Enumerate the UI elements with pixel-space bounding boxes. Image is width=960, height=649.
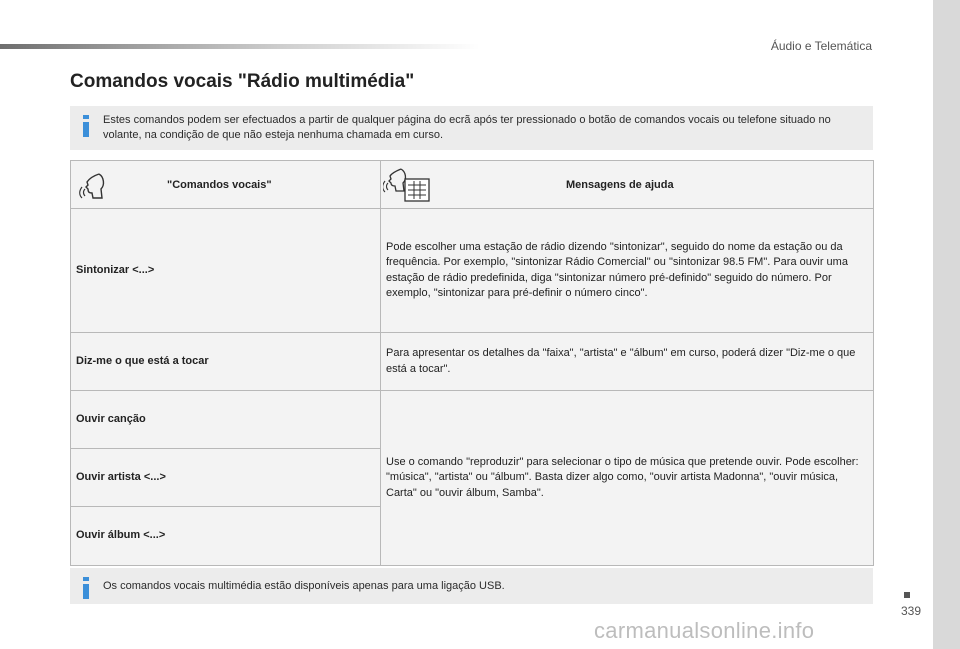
table-shared-help: Use o comando "reproduzir" para selecionar o tipo de música que pretende ouvir. Pode escolher: "música", "artista" ou "álbum". Basta dizer algo como, "ouvir artista Madonna", "ouvir música, Carta" ou "ouvir álbum, Samba". bbox=[386, 455, 859, 499]
table-row-command: Diz-me o que está a tocar bbox=[71, 333, 381, 391]
voice-commands-table bbox=[70, 160, 874, 566]
table-row-command: Ouvir álbum <...> bbox=[71, 507, 381, 565]
table-header-help-label: Mensagens de ajuda bbox=[566, 179, 674, 191]
info-icon bbox=[82, 115, 90, 137]
info-box-top bbox=[70, 106, 873, 150]
table-row-help: Para apresentar os detalhes da "faixa", "artista" e "álbum" em curso, poderá dizer "Diz-me o que está a tocar". bbox=[381, 333, 873, 391]
watermark: carmanualsonline.info bbox=[594, 618, 815, 643]
voice-help-icon bbox=[383, 167, 431, 203]
table-header-help bbox=[381, 161, 873, 209]
table-row-command: Ouvir canção bbox=[71, 391, 381, 449]
table-row-command: Sintonizar <...> bbox=[71, 209, 381, 333]
info-text-top: Estes comandos podem ser efectuados a partir de qualquer página do ecrã após ter pressionado o botão de comandos vocais ou telefone situado no volante, na condição de que não esteja nenhuma chamada em curso. bbox=[103, 114, 831, 141]
table-row-help: Pode escolher uma estação de rádio dizendo "sintonizar", seguido do nome da estação ou da frequência. Por exemplo, "sintonizar Rádio Comercial" ou "sintonizar 98.5 FM". Para ouvir uma estação de rádio predefinida, diga "sintonizar número pré-definido" seguido do número. Por exemplo, "sintonizar para pré-definir o número cinco". bbox=[381, 209, 873, 333]
page-title: Comandos vocais "Rádio multimédia" bbox=[70, 71, 415, 92]
table-header-commands-label: "Comandos vocais" bbox=[167, 179, 272, 191]
page-number: 339 bbox=[901, 604, 922, 618]
section-title: Áudio e Telemática bbox=[770, 39, 872, 53]
info-box-bottom bbox=[70, 568, 873, 604]
voice-command-icon bbox=[79, 171, 109, 201]
info-icon bbox=[82, 577, 90, 599]
table-header-commands bbox=[71, 161, 381, 209]
page-edge-strip bbox=[933, 0, 960, 649]
table-row-command: Ouvir artista <...> bbox=[71, 449, 381, 507]
page-marker bbox=[904, 592, 910, 598]
header-gradient-bar bbox=[0, 44, 480, 49]
info-text-bottom: Os comandos vocais multimédia estão disponíveis apenas para uma ligação USB. bbox=[103, 580, 505, 592]
